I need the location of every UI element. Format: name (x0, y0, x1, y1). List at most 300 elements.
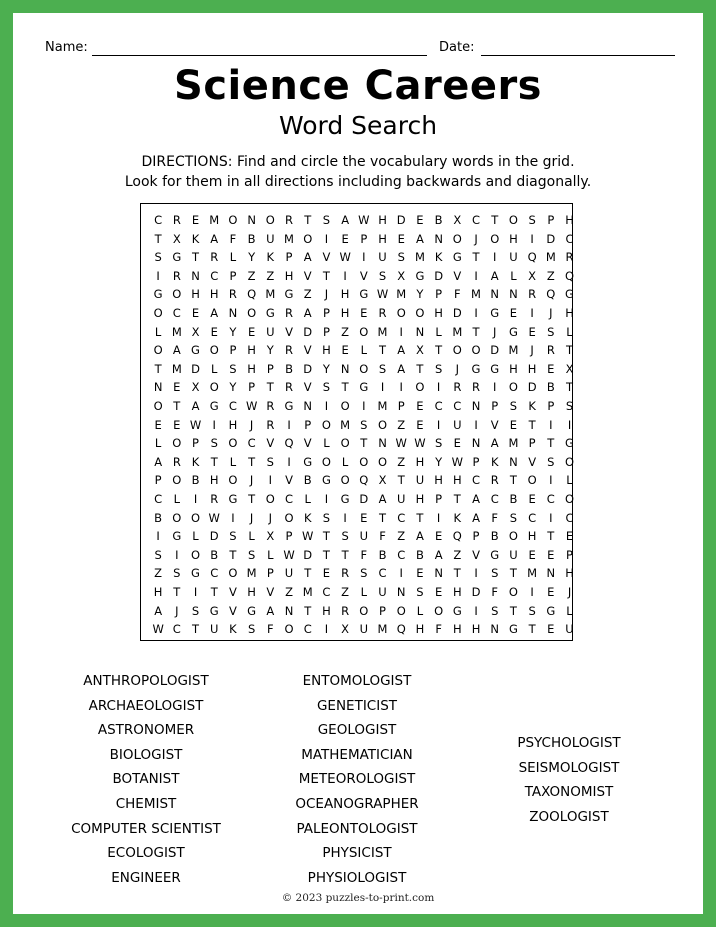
grid-letter[interactable]: O (359, 361, 369, 376)
grid-letter[interactable]: L (304, 492, 311, 506)
grid-letter[interactable]: S (229, 361, 237, 376)
grid-letter[interactable]: S (416, 585, 424, 599)
grid-letter[interactable]: N (546, 566, 556, 581)
grid-letter[interactable]: T (435, 343, 443, 358)
grid-letter[interactable]: A (172, 343, 181, 358)
grid-letter[interactable]: E (322, 566, 331, 581)
grid-letter[interactable]: A (490, 268, 499, 283)
grid-letter[interactable]: W (376, 287, 389, 302)
grid-letter[interactable]: T (266, 380, 274, 395)
grid-letter[interactable]: O (228, 566, 238, 581)
grid-letter[interactable]: K (266, 250, 275, 265)
grid-letter[interactable]: I (268, 473, 273, 488)
grid-letter[interactable]: L (248, 529, 255, 544)
grid-letter[interactable]: L (360, 585, 368, 599)
grid-letter[interactable]: G (565, 287, 574, 302)
grid-letter[interactable]: E (191, 306, 200, 320)
grid-letter[interactable]: E (547, 585, 555, 599)
grid-letter[interactable]: W (451, 454, 463, 469)
grid-letter[interactable]: O (564, 454, 575, 469)
grid-letter[interactable]: H (434, 306, 443, 320)
grid-letter[interactable]: I (474, 417, 478, 432)
grid-letter[interactable]: U (359, 622, 369, 637)
grid-letter[interactable]: O (284, 510, 294, 525)
grid-letter[interactable]: V (303, 268, 312, 283)
grid-letter[interactable]: I (436, 380, 441, 395)
grid-letter[interactable]: D (396, 213, 406, 227)
grid-letter[interactable]: G (490, 361, 500, 376)
grid-letter[interactable]: H (527, 361, 537, 376)
grid-letter[interactable]: A (341, 213, 350, 227)
grid-letter[interactable]: V (453, 268, 462, 283)
grid-letter[interactable]: C (453, 399, 462, 413)
grid-letter[interactable]: I (193, 585, 198, 599)
grid-letter[interactable]: O (265, 492, 275, 506)
grid-letter[interactable]: T (210, 454, 218, 469)
grid-letter[interactable]: I (324, 231, 329, 246)
grid-letter[interactable]: A (303, 250, 312, 265)
grid-letter[interactable]: V (528, 454, 537, 469)
grid-letter[interactable]: H (509, 231, 518, 246)
grid-letter[interactable]: S (509, 399, 518, 413)
grid-letter[interactable]: Z (303, 287, 312, 302)
grid-letter[interactable]: N (228, 306, 238, 320)
grid-letter[interactable]: B (415, 547, 424, 562)
grid-letter[interactable]: X (528, 268, 537, 283)
grid-letter[interactable]: V (490, 417, 499, 432)
grid-letter[interactable]: N (471, 399, 481, 413)
grid-letter[interactable]: A (397, 343, 406, 358)
grid-letter[interactable]: R (285, 380, 294, 395)
grid-letter[interactable]: I (175, 547, 179, 562)
grid-letter[interactable]: G (191, 566, 200, 581)
grid-letter[interactable]: C (172, 306, 181, 320)
grid-letter[interactable]: V (472, 547, 480, 562)
grid-letter[interactable]: P (322, 324, 330, 339)
grid-letter[interactable]: M (508, 343, 519, 358)
grid-letter[interactable]: S (434, 361, 443, 376)
grid-letter[interactable]: O (508, 529, 518, 544)
grid-letter[interactable]: H (509, 361, 518, 376)
grid-letter[interactable]: D (527, 380, 537, 395)
grid-letter[interactable]: R (285, 213, 294, 227)
grid-letter[interactable]: A (415, 231, 424, 246)
grid-letter[interactable]: A (303, 306, 312, 320)
grid-letter[interactable]: S (173, 566, 181, 581)
grid-letter[interactable]: X (453, 213, 462, 227)
grid-letter[interactable]: V (228, 603, 237, 618)
grid-letter[interactable]: P (285, 250, 293, 265)
grid-letter[interactable]: H (415, 492, 425, 506)
grid-letter[interactable]: G (565, 436, 574, 451)
grid-letter[interactable]: X (191, 380, 200, 395)
grid-letter[interactable]: N (415, 324, 425, 339)
grid-letter[interactable]: W (152, 622, 164, 637)
grid-letter[interactable]: G (303, 454, 313, 469)
grid-letter[interactable]: J (474, 231, 478, 246)
grid-letter[interactable]: C (322, 585, 331, 599)
grid-letter[interactable]: N (490, 287, 500, 302)
grid-letter[interactable]: J (567, 585, 572, 599)
grid-letter[interactable]: T (341, 380, 349, 395)
grid-letter[interactable]: G (452, 603, 462, 618)
grid-letter[interactable]: C (154, 492, 163, 506)
grid-letter[interactable]: O (490, 231, 500, 246)
grid-letter[interactable]: E (416, 213, 424, 227)
grid-letter[interactable]: O (340, 436, 350, 451)
grid-letter[interactable]: B (154, 510, 163, 525)
grid-letter[interactable]: I (530, 306, 534, 320)
grid-letter[interactable]: G (471, 361, 481, 376)
grid-letter[interactable]: Z (285, 585, 293, 599)
grid-letter[interactable]: T (528, 622, 536, 637)
grid-letter[interactable]: R (172, 268, 181, 283)
grid-letter[interactable]: P (379, 603, 386, 618)
grid-letter[interactable]: T (248, 492, 256, 506)
grid-letter[interactable]: Q (396, 622, 406, 637)
grid-letter[interactable]: X (378, 473, 387, 488)
grid-letter[interactable]: S (322, 213, 331, 227)
grid-letter[interactable]: Z (546, 268, 555, 283)
grid-letter[interactable]: G (284, 399, 294, 413)
grid-letter[interactable]: G (490, 306, 500, 320)
grid-letter[interactable]: T (322, 268, 330, 283)
grid-letter[interactable]: E (434, 585, 443, 599)
grid-letter[interactable]: T (491, 213, 499, 227)
grid-letter[interactable]: T (566, 343, 574, 358)
grid-letter[interactable]: K (191, 454, 200, 469)
grid-letter[interactable]: E (416, 399, 424, 413)
grid-letter[interactable]: R (228, 287, 237, 302)
grid-letter[interactable]: S (247, 622, 256, 637)
grid-letter[interactable]: E (360, 306, 368, 320)
grid-letter[interactable]: I (436, 510, 441, 525)
grid-letter[interactable]: U (509, 547, 518, 562)
grid-letter[interactable]: M (340, 417, 351, 432)
grid-letter[interactable]: E (416, 417, 424, 432)
grid-letter[interactable]: L (229, 454, 237, 469)
grid-letter[interactable]: X (172, 231, 181, 246)
grid-letter[interactable]: P (285, 529, 293, 544)
grid-letter[interactable]: O (247, 306, 257, 320)
grid-letter[interactable]: O (172, 287, 182, 302)
grid-letter[interactable]: I (156, 268, 160, 283)
grid-letter[interactable]: H (340, 306, 350, 320)
grid-letter[interactable]: D (191, 361, 200, 376)
grid-letter[interactable]: C (565, 510, 574, 525)
grid-letter[interactable]: T (360, 436, 368, 451)
grid-letter[interactable]: O (359, 454, 369, 469)
grid-letter[interactable]: O (321, 454, 331, 469)
grid-letter[interactable]: I (474, 306, 478, 320)
grid-letter[interactable]: I (493, 380, 497, 395)
grid-letter[interactable]: J (455, 361, 460, 376)
grid-letter[interactable]: U (378, 250, 387, 265)
grid-letter[interactable]: F (267, 622, 274, 637)
grid-letter[interactable]: O (303, 231, 313, 246)
grid-letter[interactable]: Y (322, 361, 330, 376)
grid-letter[interactable]: U (266, 324, 275, 339)
grid-letter[interactable]: A (154, 454, 163, 469)
grid-letter[interactable]: M (246, 566, 257, 581)
grid-letter[interactable]: C (490, 492, 499, 506)
grid-letter[interactable]: R (453, 380, 462, 395)
grid-letter[interactable]: E (191, 213, 200, 227)
grid-letter[interactable]: H (228, 417, 238, 432)
grid-letter[interactable]: S (247, 547, 256, 562)
grid-letter[interactable]: M (414, 250, 425, 265)
grid-letter[interactable]: A (397, 361, 406, 376)
grid-letter[interactable]: Q (564, 268, 575, 283)
grid-letter[interactable]: C (303, 622, 312, 637)
grid-letter[interactable]: G (359, 287, 369, 302)
grid-letter[interactable]: Z (341, 585, 350, 599)
grid-letter[interactable]: T (528, 417, 536, 432)
grid-letter[interactable]: E (528, 324, 536, 339)
grid-letter[interactable]: G (508, 324, 518, 339)
grid-letter[interactable]: H (527, 529, 537, 544)
grid-letter[interactable]: P (229, 343, 237, 358)
grid-letter[interactable]: I (343, 510, 347, 525)
grid-letter[interactable]: I (362, 399, 366, 413)
grid-letter[interactable]: K (528, 399, 536, 413)
grid-letter[interactable]: N (471, 436, 481, 451)
grid-letter[interactable]: A (210, 306, 219, 320)
grid-letter[interactable]: S (528, 603, 536, 618)
grid-letter[interactable]: T (304, 603, 312, 618)
grid-letter[interactable]: D (209, 529, 219, 544)
grid-letter[interactable]: V (228, 585, 237, 599)
grid-letter[interactable]: B (546, 380, 555, 395)
grid-letter[interactable]: R (285, 343, 294, 358)
grid-letter[interactable]: W (358, 213, 370, 227)
grid-letter[interactable]: T (379, 510, 387, 525)
grid-letter[interactable]: G (340, 492, 350, 506)
grid-letter[interactable]: E (547, 622, 555, 637)
grid-letter[interactable]: M (545, 250, 556, 265)
grid-letter[interactable]: C (472, 473, 481, 488)
grid-letter[interactable]: U (284, 566, 294, 581)
grid-letter[interactable]: O (228, 473, 238, 488)
grid-letter[interactable]: R (490, 473, 499, 488)
grid-letter[interactable]: U (397, 492, 406, 506)
grid-letter[interactable]: L (566, 473, 573, 488)
grid-letter[interactable]: T (472, 250, 480, 265)
grid-letter[interactable]: Z (154, 566, 163, 581)
grid-letter[interactable]: T (416, 361, 424, 376)
grid-letter[interactable]: C (210, 566, 219, 581)
grid-letter[interactable]: I (399, 380, 403, 395)
grid-letter[interactable]: V (303, 343, 312, 358)
grid-letter[interactable]: R (266, 399, 275, 413)
grid-letter[interactable]: S (547, 324, 555, 339)
grid-letter[interactable]: F (229, 231, 237, 246)
grid-letter[interactable]: J (324, 287, 329, 302)
grid-letter[interactable]: O (153, 399, 163, 413)
grid-letter[interactable]: M (377, 622, 388, 637)
grid-letter[interactable]: U (210, 622, 219, 637)
grid-letter[interactable]: R (341, 603, 350, 618)
grid-letter[interactable]: P (304, 417, 312, 432)
grid-letter[interactable]: J (249, 473, 254, 488)
grid-letter[interactable]: O (228, 436, 238, 451)
grid-letter[interactable]: H (565, 306, 574, 320)
grid-letter[interactable]: H (247, 585, 256, 599)
grid-letter[interactable]: T (173, 399, 181, 413)
grid-letter[interactable]: P (397, 399, 405, 413)
grid-letter[interactable]: O (228, 213, 238, 227)
grid-letter[interactable]: R (172, 213, 181, 227)
grid-letter[interactable]: T (341, 547, 349, 562)
grid-letter[interactable]: C (210, 268, 219, 283)
grid-letter[interactable]: Q (546, 287, 556, 302)
grid-letter[interactable]: D (546, 231, 556, 246)
grid-letter[interactable]: Z (453, 547, 462, 562)
grid-letter[interactable]: P (266, 361, 274, 376)
grid-letter[interactable]: O (359, 324, 369, 339)
grid-letter[interactable]: P (248, 380, 256, 395)
grid-letter[interactable]: L (211, 361, 218, 376)
grid-letter[interactable]: Z (397, 529, 406, 544)
grid-letter[interactable]: J (530, 343, 534, 358)
grid-letter[interactable]: S (360, 417, 368, 432)
grid-letter[interactable]: B (509, 492, 518, 506)
grid-letter[interactable]: E (565, 529, 574, 544)
grid-letter[interactable]: M (171, 324, 182, 339)
grid-letter[interactable]: X (341, 622, 350, 637)
grid-letter[interactable]: L (566, 324, 573, 339)
grid-letter[interactable]: I (287, 454, 291, 469)
grid-letter[interactable]: E (173, 417, 181, 432)
grid-letter[interactable]: R (378, 306, 387, 320)
grid-letter[interactable]: S (229, 529, 237, 544)
grid-letter[interactable]: G (191, 343, 200, 358)
grid-letter[interactable]: T (547, 529, 555, 544)
grid-letter[interactable]: T (509, 603, 517, 618)
grid-letter[interactable]: U (415, 473, 425, 488)
grid-letter[interactable]: S (491, 603, 499, 618)
grid-letter[interactable]: A (415, 529, 424, 544)
grid-letter[interactable]: O (452, 231, 462, 246)
grid-letter[interactable]: I (212, 417, 216, 432)
grid-letter[interactable]: G (209, 399, 219, 413)
grid-letter[interactable]: N (284, 603, 294, 618)
grid-letter[interactable]: F (491, 585, 499, 599)
grid-letter[interactable]: E (547, 547, 555, 562)
grid-letter[interactable]: M (452, 324, 463, 339)
grid-letter[interactable]: O (471, 343, 481, 358)
grid-letter[interactable]: M (508, 436, 519, 451)
grid-letter[interactable]: I (156, 529, 160, 544)
grid-letter[interactable]: G (247, 603, 257, 618)
grid-letter[interactable]: T (322, 529, 330, 544)
grid-letter[interactable]: L (341, 454, 349, 469)
grid-letter[interactable]: O (359, 603, 369, 618)
grid-letter[interactable]: O (190, 547, 201, 562)
grid-letter[interactable]: T (379, 343, 387, 358)
grid-letter[interactable]: E (509, 306, 518, 320)
grid-letter[interactable]: H (322, 603, 331, 618)
grid-letter[interactable]: Q (247, 287, 257, 302)
grid-letter[interactable]: I (231, 510, 235, 525)
grid-letter[interactable]: Y (416, 287, 424, 302)
grid-letter[interactable]: E (210, 324, 218, 339)
grid-letter[interactable]: R (341, 566, 350, 581)
grid-letter[interactable]: O (452, 343, 462, 358)
grid-letter[interactable]: Z (397, 454, 406, 469)
grid-letter[interactable]: C (247, 436, 256, 451)
grid-letter[interactable]: C (434, 399, 443, 413)
grid-letter[interactable]: E (341, 343, 349, 358)
grid-letter[interactable]: T (229, 547, 237, 562)
grid-letter[interactable]: G (172, 250, 182, 265)
grid-letter[interactable]: C (378, 566, 387, 581)
grid-letter[interactable]: A (472, 510, 480, 525)
grid-letter[interactable]: Y (248, 250, 256, 265)
grid-letter[interactable]: V (285, 324, 293, 339)
grid-letter[interactable]: O (508, 380, 518, 395)
grid-letter[interactable]: S (397, 250, 405, 265)
grid-letter[interactable]: J (268, 510, 273, 525)
grid-letter[interactable]: R (472, 380, 481, 395)
grid-letter[interactable]: G (153, 287, 163, 302)
grid-letter[interactable]: E (509, 417, 518, 432)
grid-letter[interactable]: P (435, 287, 443, 302)
grid-letter[interactable]: I (549, 473, 553, 488)
grid-letter[interactable]: R (285, 306, 294, 320)
grid-letter[interactable]: Y (266, 343, 274, 358)
grid-letter[interactable]: N (153, 380, 163, 395)
grid-letter[interactable]: M (377, 324, 388, 339)
grid-letter[interactable]: G (490, 547, 500, 562)
grid-letter[interactable]: S (322, 380, 331, 395)
grid-letter[interactable]: O (415, 306, 425, 320)
grid-letter[interactable]: O (153, 306, 163, 320)
grid-letter[interactable]: L (154, 324, 162, 339)
grid-letter[interactable]: Q (359, 473, 369, 488)
grid-letter[interactable]: P (547, 399, 555, 413)
grid-letter[interactable]: O (209, 380, 219, 395)
grid-letter[interactable]: R (266, 417, 275, 432)
grid-letter[interactable]: M (209, 213, 220, 227)
grid-letter[interactable]: V (285, 473, 293, 488)
grid-letter[interactable]: H (452, 622, 462, 637)
grid-letter[interactable]: P (192, 436, 199, 451)
grid-letter[interactable]: B (490, 529, 499, 544)
grid-letter[interactable]: F (435, 622, 442, 637)
grid-letter[interactable]: D (490, 343, 500, 358)
grid-letter[interactable]: N (396, 585, 406, 599)
grid-letter[interactable]: S (210, 436, 218, 451)
grid-letter[interactable]: V (359, 268, 368, 283)
grid-letter[interactable]: H (415, 622, 425, 637)
grid-letter[interactable]: A (472, 492, 480, 506)
grid-letter[interactable]: E (528, 492, 536, 506)
grid-letter[interactable]: U (359, 529, 369, 544)
grid-letter[interactable]: S (341, 529, 349, 544)
grid-letter[interactable]: D (452, 306, 462, 320)
grid-letter[interactable]: C (528, 510, 537, 525)
grid-letter[interactable]: W (189, 417, 202, 432)
grid-letter[interactable]: P (566, 547, 573, 562)
grid-letter[interactable]: I (436, 417, 441, 432)
grid-letter[interactable]: M (377, 399, 388, 413)
grid-letter[interactable]: E (341, 231, 349, 246)
grid-letter[interactable]: O (340, 473, 350, 488)
grid-letter[interactable]: E (154, 417, 162, 432)
grid-letter[interactable]: N (509, 454, 518, 469)
grid-letter[interactable]: L (323, 436, 330, 451)
